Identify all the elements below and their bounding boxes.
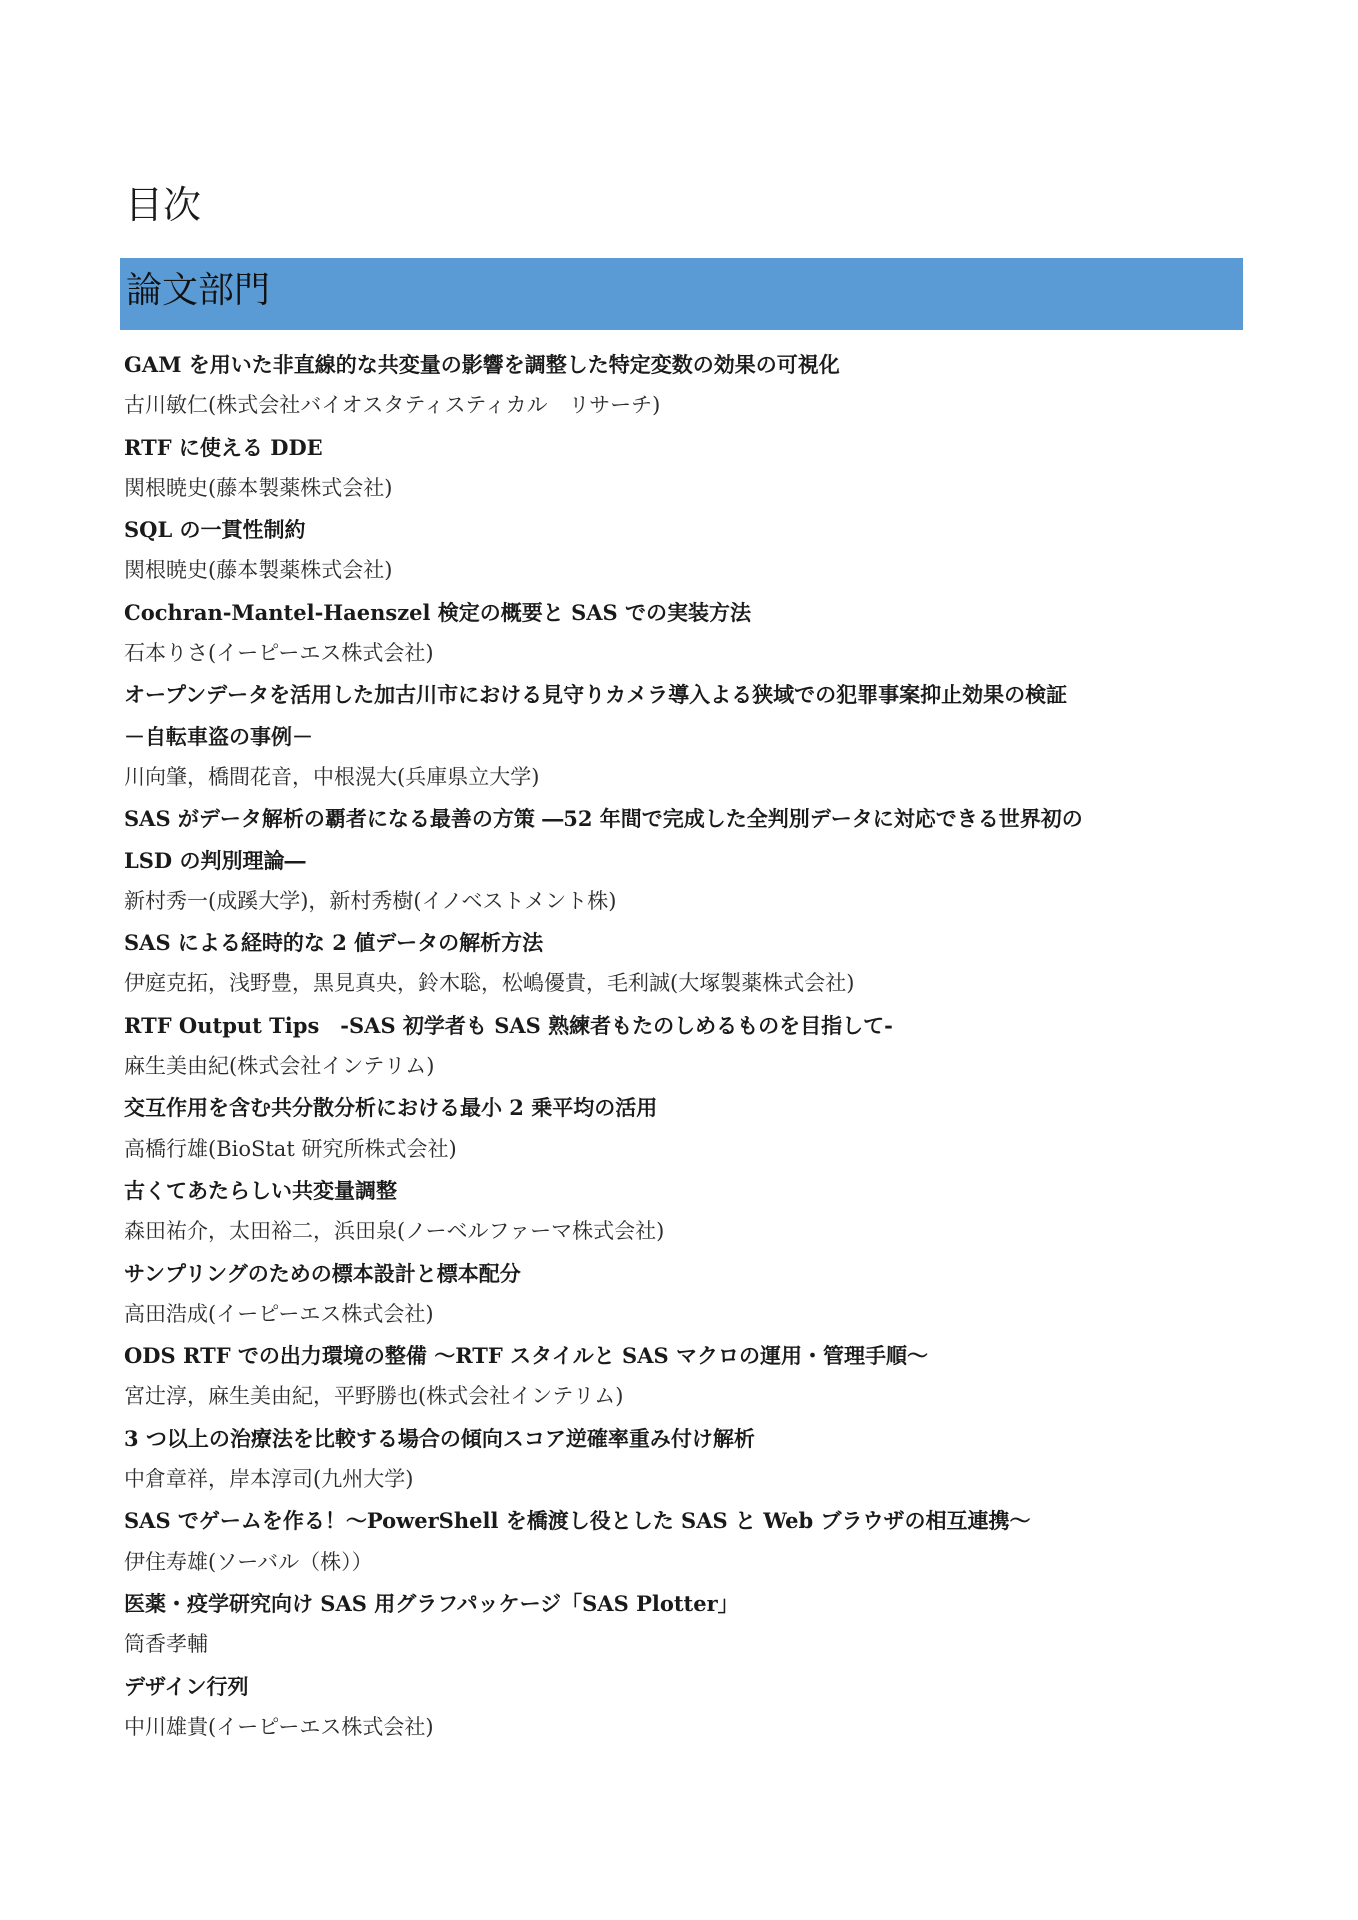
toc-entry-authors: 関根暁史(藤本製薬株式会社) (124, 558, 393, 583)
toc-entry-title[interactable]: ODS RTF での出力環境の整備 ～RTF スタイルと SAS マクロの運用・管理手順～ (124, 1343, 928, 1369)
toc-entry-authors: 高橋行雄(BioStat 研究所株式会社) (124, 1136, 457, 1161)
section-header-band (120, 258, 1243, 330)
toc-entry[interactable] (124, 1418, 1254, 1501)
table-of-contents (124, 344, 1254, 1748)
toc-entry-title[interactable]: SAS による経時的な 2 値データの解析方法 (124, 930, 544, 956)
section-heading: 論文部門 (126, 270, 271, 311)
toc-entry-authors: 中川雄貴(イーピーエス株式会社) (124, 1714, 434, 1739)
toc-entry-authors: 森田祐介，太田裕二，浜田泉(ノーベルファーマ株式会社) (124, 1219, 665, 1244)
toc-entry[interactable] (124, 1253, 1254, 1336)
toc-entry-title[interactable]: SQL の一貫性制約 (124, 517, 306, 543)
toc-entry-title[interactable]: 医薬・疫学研究向け SAS 用グラフパッケージ「SAS Plotter」 (124, 1590, 739, 1616)
toc-entry[interactable] (124, 1583, 1254, 1666)
toc-entry-title[interactable]: Cochran-Mantel-Haenszel 検定の概要と SAS での実装方法 (124, 599, 752, 625)
toc-entry-authors: 麻生美由紀(株式会社インテリム) (124, 1054, 435, 1079)
toc-entry-authors: 伊庭克拓，浅野豊，黒見真央，鈴木聡，松嶋優貴，毛利誠(大塚製薬株式会社) (124, 971, 855, 996)
toc-entry-title[interactable]: 3 つ以上の治療法を比較する場合の傾向スコア逆確率重み付け解析 (124, 1425, 755, 1451)
toc-entry-title[interactable]: オープンデータを活用した加古川市における見守りカメラ導入よる狭域での犯罪事案抑止効果の検証 (124, 682, 1068, 708)
toc-entry[interactable] (124, 427, 1254, 510)
toc-entry-title[interactable]: RTF に使える DDE (124, 434, 323, 460)
toc-entry-authors: 中倉章祥，岸本淳司(九州大学) (124, 1467, 414, 1492)
toc-entry-title[interactable]: デザイン行列 (124, 1673, 249, 1699)
toc-entry-authors: 筒香孝輔 (124, 1632, 208, 1657)
toc-entry-title-continued[interactable]: －自転車盗の事例－ (124, 723, 313, 749)
toc-entry-title[interactable]: 交互作用を含む共分散分析における最小 2 乗平均の活用 (124, 1095, 658, 1121)
toc-entry[interactable] (124, 1500, 1254, 1583)
toc-entry-title[interactable]: GAM を用いた非直線的な共変量の影響を調整した特定変数の効果の可視化 (124, 352, 840, 377)
toc-entry-title[interactable]: SAS がデータ解析の覇者になる最善の方策 ―52 年間で完成した全判別データに対応できる世界初の (124, 806, 1083, 832)
toc-entry-authors: 川向肇，橋間花音，中根滉大(兵庫県立大学) (124, 764, 540, 789)
toc-entry-authors: 新村秀一(成蹊大学)，新村秀樹(イノベストメント株) (124, 888, 617, 913)
toc-entry[interactable] (124, 1005, 1254, 1088)
toc-entry[interactable] (124, 1666, 1254, 1749)
toc-entry-title-continued[interactable]: LSD の判別理論― (124, 847, 306, 873)
page-title: 目次 (125, 183, 202, 227)
toc-entry[interactable] (124, 592, 1254, 675)
toc-entry-authors: 高田浩成(イーピーエス株式会社) (124, 1301, 434, 1326)
toc-entry[interactable] (124, 1335, 1254, 1418)
toc-entry-authors: 宮辻淳，麻生美由紀，平野勝也(株式会社インテリム) (124, 1384, 624, 1409)
toc-entry[interactable] (124, 344, 1254, 427)
toc-entry-authors: 関根暁史(藤本製薬株式会社) (124, 475, 393, 500)
toc-entry-title[interactable]: サンプリングのための標本設計と標本配分 (124, 1260, 521, 1286)
toc-entry-title[interactable]: 古くてあたらしい共変量調整 (124, 1177, 397, 1203)
toc-entry-authors: 古川敏仁(株式会社バイオスタティスティカル リサーチ) (124, 393, 661, 418)
toc-entry[interactable] (124, 1170, 1254, 1253)
toc-entry[interactable] (124, 922, 1254, 1005)
toc-entry-title[interactable]: RTF Output Tips -SAS 初学者も SAS 熟練者もたのしめるものを目指して- (124, 1012, 893, 1038)
toc-entry[interactable] (124, 798, 1254, 922)
toc-entry[interactable] (124, 1087, 1254, 1170)
toc-entry[interactable] (124, 509, 1254, 592)
toc-entry[interactable] (124, 674, 1254, 798)
toc-entry-authors: 伊住寿雄(ソーバル（株）） (124, 1549, 373, 1574)
toc-entry-authors: 石本りさ(イーピーエス株式会社) (124, 641, 434, 666)
toc-entry-title[interactable]: SAS でゲームを作る！～PowerShell を橋渡し役とした SAS と Web ブラウザの相互連携～ (124, 1508, 1031, 1534)
